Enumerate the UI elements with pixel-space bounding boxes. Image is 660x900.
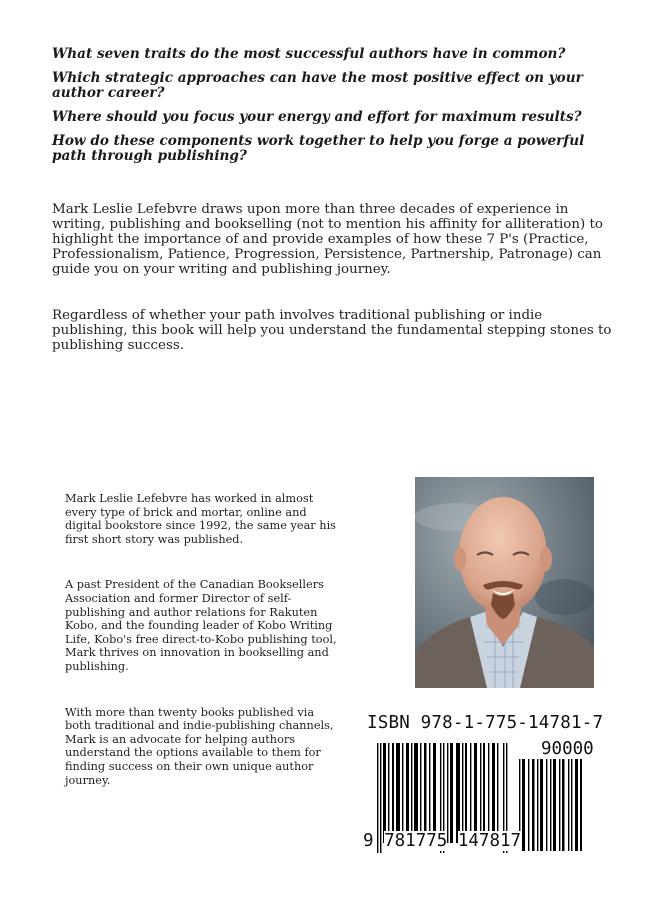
barcode-left-group: 781775	[384, 831, 448, 851]
question-1: What seven traits do the most successful authors have in common?	[52, 46, 566, 62]
author-portrait-icon	[415, 477, 594, 688]
book-description	[52, 202, 612, 353]
addon-bars-icon	[519, 759, 583, 851]
description-paragraph-2: Regardless of whether your path involves traditional publishing or indie publishing, this book will help you understand the fundamental stepping stones to publishing success.	[52, 308, 612, 353]
barcode-right-group: 147817	[457, 831, 522, 851]
question-3: Where should you focus your energy and effort for maximum results?	[52, 109, 582, 125]
back-cover-questions	[52, 47, 612, 173]
description-paragraph-1: Mark Leslie Lefebvre draws upon more than three decades of experience in writing, publishing and bookselling (not to mention his affinity for alliteration) to highlight the importance of and provide examples of how these 7 P's (Practice, Professionalism, Patience, Progression, Persistence, Partnership, Patronage) can guide you on your writing and publishing journey.	[52, 202, 603, 277]
isbn-barcode	[363, 713, 604, 858]
question-2: Which strategic approaches can have the most positive effect on your author career?	[52, 70, 583, 101]
barcode-first-digit: 9	[363, 831, 374, 851]
author-photo	[415, 477, 594, 688]
barcode-digits	[363, 831, 521, 851]
bio-paragraph-2: A past President of the Canadian Booksellers Association and former Director of self-publishing and author relations for Rakuten Kobo, and the founding leader of Kobo Writing Life, Kobo's free direct-to-Kobo publishing tool, Mark thrives on innovation in bookselling and publishing.	[65, 578, 337, 673]
isbn-label: ISBN 978-1-775-14781-7	[367, 713, 604, 733]
question-4: How do these components work together to help you forge a powerful path through publishing?	[52, 133, 585, 164]
price-addon-code: 90000	[541, 739, 594, 759]
author-bio	[65, 492, 340, 787]
bio-paragraph-1: Mark Leslie Lefebvre has worked in almost every type of brick and mortar, online and digital bookstore since 1992, the same year his first short story was published.	[65, 492, 336, 546]
bio-paragraph-3: With more than twenty books published via both traditional and indie-publishing channels, Mark is an advocate for helping authors understand the options available to them for finding success on their own unique author journey.	[65, 705, 334, 787]
